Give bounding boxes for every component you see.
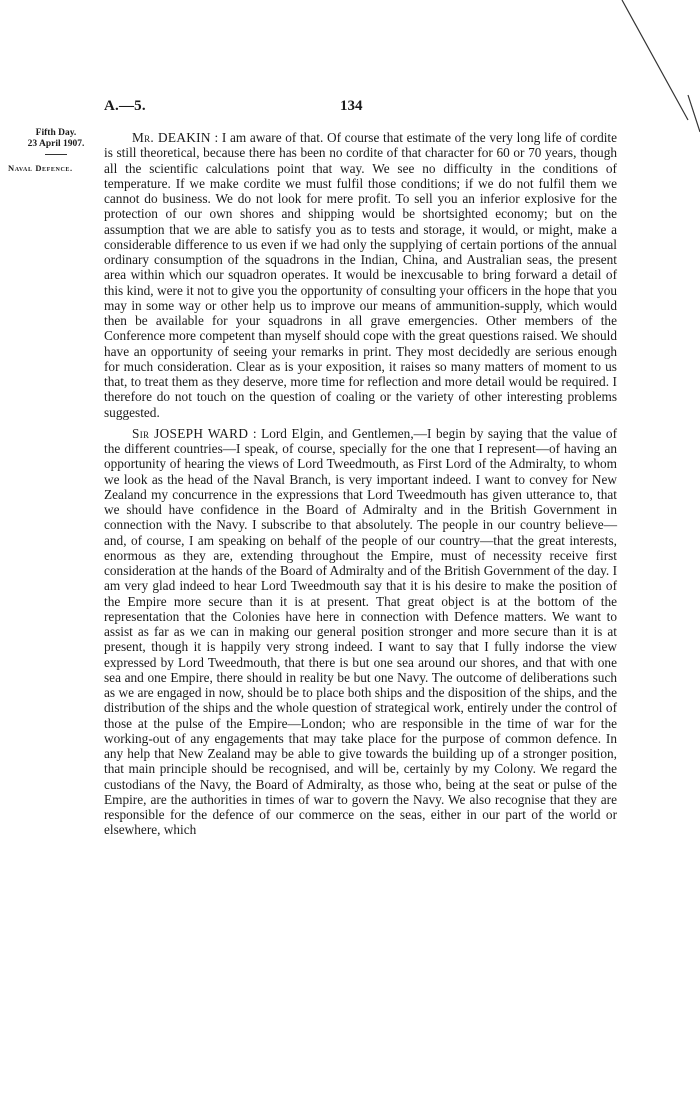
margin-topic: Naval Defence. (8, 163, 73, 173)
margin-day: Fifth Day. (35, 128, 77, 138)
scan-edge-line-long (622, 0, 688, 120)
speaker-name: Sir JOSEPH WARD (132, 425, 249, 441)
page-number: 134 (340, 98, 363, 114)
speech-text: : I am aware of that. Of course that estimate of the very long life of cordite is still theoretical, because there has been no cordite of that character for 60 or 70 years, though all the scientific calculations point that way. We see no difficulty in the conditions of temperature. If we make cordite we must fulfil those conditions; if we do not fulfil them we cannot do business. We do not look for mere profit. To sell you an inferior explosive for the protection of our own shores and shipping would be shortsighted economy; but on the assumption that we are able to satisfy you as to tests and storage, it would, or might, make a considerable difference to us even if we had only the supplying of certain portions of the annual ordinary consumption of the squadrons in the Indian, China, and Australian seas, the present area within which our squadron operates. It would be inexcusable to bring forward a detail of this kind, were it not to give you the opportunity of consulting your officers in the hope that you may in some way or other help us to improve our means of ammunition-supply, which would then be available for your squadrons in all grave emergencies. Other members of the Conference more competent than myself should cope with the great questions raised. We should have an opportunity of seeing your remarks in print. They most decidedly are serious enough for much consideration. Clear as is your exposition, it raises so many matters of moment to us that, to treat them as they deserve, more time for reflection and more detail would be required. I therefore do not touch on the question of coaling or the variety of other interesting problems suggested. (104, 130, 618, 420)
scan-edge-line-short (688, 95, 700, 132)
transcript-body (104, 130, 617, 838)
margin-rule (45, 154, 67, 155)
speech-paragraph (104, 130, 617, 420)
speech-text: : Lord Elgin, and Gentlemen,—I begin by saying that the value of the different countries—I speak, of course, specially for the one that I represent—of having an opportunity of hearing the views of Lord Tweedmouth, as First Lord of the Admiralty, to whom we look as the head of the Naval Branch, is very important indeed. I want to convey for New Zealand my concurrence in the expressions that Lord Tweedmouth has given utterance to, that we should have confidence in the Board of Admiralty and in the British Government in connection with the Navy. I subscribe to that absolutely. The people in our country believe—and, of course, I am speaking on behalf of the people of our country—that the great interests, enormous as they are, extending throughout the Empire, must of necessity receive first consideration at the hands of the Board of Admiralty and of the British Government of the day. I am very glad indeed to hear Lord Tweedmouth say that it is his desire to make the position of the Empire more secure than it is at present. That great object is at the bottom of the representation that the Colonies have here in connection with Defence matters. We want to assist as far as we can in making our general position stronger and more secure than it is at present, though it is happily very strong indeed. I want to say that I fully indorse the view expressed by Lord Tweedmouth, that there is but one sea around our shores, and that with one sea and one Empire, there should in reality be but one Navy. The outcome of deliberations such as we are engaged in now, should be to place both ships and the disposition of the ships, and the distribution of the ships and the whole question of strategical work, entirely under the control of those at the pulse of the Empire—London; who are responsible in the time of war for the working-out of any engagements that may take place for the purpose of common defence. In any help that New Zealand may be able to give towards the building up of a stronger position, that main principle should be recognised, and will be, certainly by my Colony. We regard the custodians of the Navy, the Board of Admiralty, as those who, being at the seat or pulse of the Empire, are the authorities in times of war to govern the Navy. We also recognise that they are responsible for the defence of our commerce on the seas, either in our part of the world or elsewhere, which (104, 425, 617, 838)
speech-paragraph (104, 426, 617, 838)
speaker-name: Mr. DEAKIN (132, 130, 211, 145)
document-reference: A.—5. (104, 98, 146, 114)
margin-date: 23 April 1907. (27, 139, 85, 149)
